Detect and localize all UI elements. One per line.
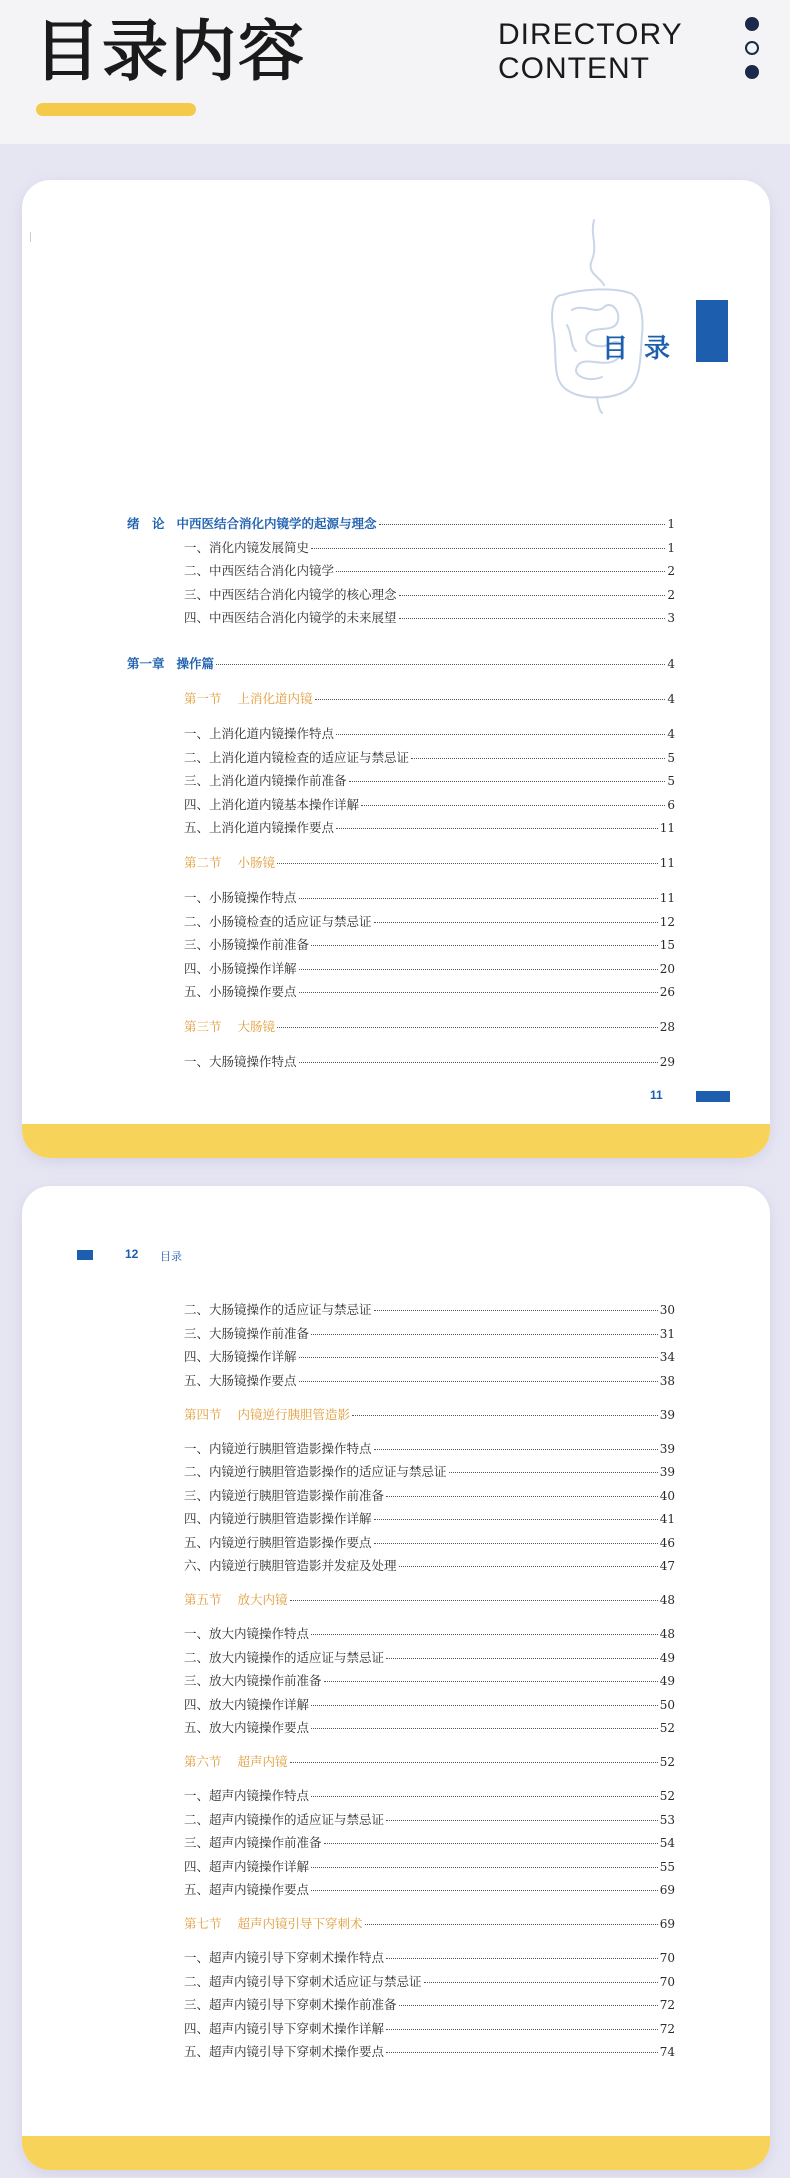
- leader-dots: [386, 1496, 658, 1497]
- leader-dots: [299, 1062, 658, 1063]
- leader-dots: [324, 1843, 658, 1844]
- toc-entry-page: 2: [667, 564, 675, 578]
- toc-entry-title: 三、放大内镜操作前准备: [184, 1673, 322, 1688]
- toc-entry-title: 五、超声内镜操作要点: [184, 1882, 310, 1897]
- toc-entry-title: 大肠镜: [237, 1019, 276, 1034]
- toc-item-row: [184, 959, 675, 977]
- toc-item-row: [184, 2019, 675, 2037]
- toc-entry-title: 四、上消化道内镜基本操作详解: [184, 796, 360, 812]
- toc-entry-page: 1: [667, 540, 675, 555]
- toc-item-row: [184, 1624, 675, 1642]
- leader-dots: [299, 898, 658, 899]
- toc-entry-page: 15: [659, 938, 675, 952]
- toc-entry-title: 一、消化内镜发展简史: [184, 539, 310, 555]
- toc-entry-page: 11: [659, 891, 675, 905]
- toc-entry-label: [184, 853, 275, 871]
- toc-entry-page: 53: [659, 1812, 675, 1827]
- toc-entry-label: [184, 689, 313, 707]
- toc-entry-number: 第三节: [184, 1019, 222, 1034]
- toc-entry-label: [184, 608, 397, 626]
- toc-entry-title: 放大内镜: [237, 1592, 288, 1607]
- toc-item-row: [184, 1533, 675, 1551]
- toc-entry-page: 11: [659, 856, 675, 870]
- leader-dots: [311, 1705, 658, 1706]
- toc-entry-page: 49: [659, 1650, 675, 1665]
- toc-section-row: [184, 689, 675, 707]
- toc-entry-label: [127, 514, 377, 532]
- toc-entry-page: 5: [667, 774, 675, 788]
- leader-dots: [399, 595, 666, 596]
- toc-entry-page: 52: [659, 1789, 675, 1803]
- toc-entry-title: 五、上消化道内镜操作要点: [184, 820, 335, 835]
- dot-filled-icon: [745, 65, 759, 79]
- toc-section-row: [184, 1914, 675, 1932]
- toc-entry-page: 26: [659, 985, 675, 999]
- toc-entry-page: 12: [659, 914, 675, 929]
- toc-section-row: [184, 853, 675, 871]
- toc-entry-title: 五、大肠镜操作要点: [184, 1372, 297, 1388]
- toc-entry-title: 一、内镜逆行胰胆管造影操作特点: [184, 1440, 372, 1456]
- toc-entry-title: 三、内镜逆行胰胆管造影操作前准备: [184, 1487, 385, 1503]
- toc-entry-number: 第一章: [127, 656, 165, 671]
- toc-entry-page: 74: [659, 2045, 675, 2059]
- toc-section-row: [184, 1017, 675, 1035]
- leader-dots: [352, 1415, 658, 1416]
- toc-entry-page: 54: [659, 1836, 675, 1850]
- page-number: 12: [125, 1247, 139, 1261]
- toc-entry-page: 31: [659, 1326, 675, 1341]
- toc-item-row: [184, 982, 675, 1000]
- toc-entry-title: 操作篇: [176, 656, 215, 671]
- running-head-bar: [77, 1250, 93, 1260]
- toc-item-row: [184, 748, 675, 766]
- leader-dots: [374, 922, 658, 923]
- toc-entry-page: 38: [659, 1373, 675, 1388]
- toc-entry-page: 48: [659, 1627, 675, 1641]
- dot-filled-icon: [745, 17, 759, 31]
- toc-entry-page: 39: [659, 1465, 675, 1479]
- leader-dots: [449, 1472, 658, 1473]
- toc-entry-label: [184, 935, 309, 953]
- page-number: 11: [650, 1088, 663, 1102]
- toc-entry-title: 五、内镜逆行胰胆管造影操作要点: [184, 1534, 372, 1550]
- toc-entry-page: 52: [659, 1721, 675, 1735]
- toc-item-row: [184, 1833, 675, 1851]
- leader-dots: [290, 1762, 658, 1763]
- leader-dots: [386, 2029, 658, 2030]
- toc-entry-label: [184, 1948, 384, 1966]
- toc-item-row: [184, 795, 675, 813]
- toc-entry-label: [184, 1995, 397, 2013]
- toc-entry-page: 11: [659, 821, 675, 835]
- toc-entry-title: 一、大肠镜操作特点: [184, 1054, 297, 1069]
- decorative-dots: [745, 17, 761, 89]
- leader-dots: [336, 828, 658, 829]
- leader-dots: [299, 992, 658, 993]
- leader-dots: [290, 1600, 658, 1601]
- toc-entry-title: 二、放大内镜操作的适应证与禁忌证: [184, 1649, 385, 1665]
- toc-entry-label: [184, 1300, 372, 1318]
- toc-entry-label: [184, 1786, 309, 1804]
- toc-entry-title: 超声内镜: [237, 1754, 288, 1769]
- toc-entry-label: [184, 1052, 297, 1070]
- leader-dots: [379, 524, 666, 525]
- toc-entry-title: 四、超声内镜操作详解: [184, 1858, 310, 1874]
- leader-dots: [399, 1566, 658, 1567]
- leader-dots: [374, 1519, 658, 1520]
- toc-entry-title: 二、内镜逆行胰胆管造影操作的适应证与禁忌证: [184, 1464, 447, 1479]
- running-head-label: 目录: [160, 1250, 182, 1263]
- toc-entry-label: [184, 1017, 275, 1035]
- toc-entry-label: [184, 2019, 384, 2037]
- toc-page-1: [22, 180, 770, 1158]
- toc-entry-page: 55: [659, 1859, 675, 1874]
- toc-entry-label: [184, 1718, 309, 1736]
- toc-entry-label: [184, 959, 297, 977]
- leader-dots: [216, 664, 665, 665]
- leader-dots: [374, 1543, 658, 1544]
- toc-entry-number: 第一节: [184, 691, 222, 706]
- toc-entry-label: [184, 538, 309, 556]
- leader-dots: [299, 1381, 658, 1382]
- toc-entry-page: 4: [667, 727, 675, 741]
- toc-item-row: [184, 561, 675, 579]
- toc-entry-title: 一、超声内镜操作特点: [184, 1788, 310, 1803]
- toc-entry-label: [184, 1533, 372, 1551]
- toc-entry-label: [184, 771, 347, 789]
- leader-dots: [424, 1982, 658, 1983]
- header-title: 目录内容: [34, 13, 306, 90]
- toc-entry-page: 46: [659, 1535, 675, 1550]
- toc-item-row: [184, 585, 675, 603]
- toc-entry-page: 2: [667, 587, 675, 602]
- toc-section-row: [184, 1405, 675, 1423]
- toc-entry-title: 三、小肠镜操作前准备: [184, 937, 310, 952]
- toc-entry-label: [184, 1671, 322, 1689]
- toc-entry-title: 六、内镜逆行胰胆管造影并发症及处理: [184, 1558, 397, 1573]
- toc-entry-number: 第七节: [184, 1916, 222, 1931]
- toc-entry-page: 39: [659, 1441, 675, 1456]
- leader-dots: [277, 1027, 658, 1028]
- leader-dots: [386, 1958, 658, 1959]
- toc-entry-label: [184, 1648, 384, 1666]
- toc-item-row: [184, 1371, 675, 1389]
- toc-entry-label: [184, 1371, 297, 1389]
- toc-item-row: [184, 1995, 675, 2013]
- toc-entry-label: [184, 1439, 372, 1457]
- toc-entry-title: 三、超声内镜引导下穿刺术操作前准备: [184, 1997, 397, 2012]
- toc-item-row: [184, 1857, 675, 1875]
- leader-dots: [386, 1658, 658, 1659]
- leader-dots: [311, 1890, 658, 1891]
- toc-item-row: [184, 1786, 675, 1804]
- toc-entry-label: [184, 561, 334, 579]
- toc-entry-label: [184, 1556, 397, 1574]
- toc-item-row: [184, 1439, 675, 1457]
- toc-entry-label: [184, 1324, 309, 1342]
- toc-entry-label: [184, 1880, 309, 1898]
- toc-entry-label: [184, 1752, 288, 1770]
- toc-entry-label: [184, 1405, 350, 1423]
- toc-entry-title: 三、大肠镜操作前准备: [184, 1325, 310, 1341]
- toc-entry-page: 28: [659, 1020, 675, 1034]
- toc-item-row: [184, 1880, 675, 1898]
- toc-entry-page: 30: [659, 1303, 675, 1317]
- page-mark: [30, 232, 31, 242]
- leader-dots: [386, 2052, 658, 2053]
- toc-entry-label: [184, 1624, 309, 1642]
- toc-entry-page: 72: [659, 1998, 675, 2012]
- toc-entry-label: [184, 1486, 384, 1504]
- toc-item-row: [184, 1556, 675, 1574]
- toc-entry-title: 四、放大内镜操作详解: [184, 1696, 310, 1712]
- toc-entry-label: [184, 748, 409, 766]
- toc-item-row: [184, 912, 675, 930]
- toc-entry-title: 四、超声内镜引导下穿刺术操作详解: [184, 2020, 385, 2036]
- toc-entry-label: [184, 1509, 372, 1527]
- leader-dots: [336, 734, 665, 735]
- toc-entry-label: [184, 912, 372, 930]
- toc-entry-page: 50: [659, 1697, 675, 1712]
- toc-entry-title: 小肠镜: [237, 855, 276, 870]
- toc-entry-page: 39: [659, 1407, 675, 1422]
- toc-item-row: [184, 1718, 675, 1736]
- toc-entry-label: [184, 818, 334, 836]
- toc-entry-page: 70: [659, 1974, 675, 1989]
- toc-entry-title: 三、超声内镜操作前准备: [184, 1835, 322, 1850]
- toc-entry-page: 4: [667, 657, 675, 671]
- leader-dots: [311, 945, 658, 946]
- toc-entry-page: 41: [659, 1512, 675, 1526]
- leader-dots: [399, 2005, 658, 2006]
- leader-dots: [299, 969, 658, 970]
- header-english-subtitle: [498, 18, 683, 86]
- toc-entry-title: 四、内镜逆行胰胆管造影操作详解: [184, 1511, 372, 1526]
- toc-entry-title: 二、中西医结合消化内镜学: [184, 563, 335, 578]
- toc-item-row: [184, 1300, 675, 1318]
- toc-entry-label: [184, 795, 359, 813]
- toc-entry-label: [184, 1462, 447, 1480]
- toc-entry-page: 34: [659, 1350, 675, 1364]
- toc-entry-label: [184, 724, 334, 742]
- leader-dots: [386, 1820, 658, 1821]
- leader-dots: [315, 699, 666, 700]
- toc-entry-title: 二、小肠镜检查的适应证与禁忌证: [184, 913, 372, 929]
- toc-entry-label: [184, 1914, 363, 1932]
- leader-dots: [324, 1681, 658, 1682]
- toc-entry-title: 上消化道内镜: [237, 691, 313, 706]
- toc-item-row: [184, 771, 675, 789]
- dot-hollow-icon: [745, 41, 759, 55]
- toc-entry-label: [184, 1857, 309, 1875]
- toc-entry-title: 二、超声内镜操作的适应证与禁忌证: [184, 1811, 385, 1827]
- toc-page-2: [22, 1186, 770, 2170]
- toc-entry-page: 4: [667, 692, 675, 706]
- intestine-illustration-icon: [542, 215, 652, 415]
- toc-entry-page: 5: [667, 750, 675, 765]
- toc-entry-label: [184, 2042, 384, 2060]
- toc-item-row: [184, 1324, 675, 1342]
- toc-entry-page: 29: [659, 1055, 675, 1069]
- toc-item-row: [184, 1347, 675, 1365]
- toc-entry-page: 52: [659, 1755, 675, 1769]
- toc-entry-page: 20: [659, 961, 675, 976]
- toc-entry-number: 第四节: [184, 1406, 222, 1422]
- toc-entry-title: 二、大肠镜操作的适应证与禁忌证: [184, 1302, 372, 1317]
- toc-item-row: [184, 1695, 675, 1713]
- toc-item-row: [184, 1648, 675, 1666]
- toc-item-row: [184, 1462, 675, 1480]
- toc-chapter-row: [127, 514, 675, 532]
- toc-item-row: [184, 1948, 675, 1966]
- toc-entry-page: 3: [667, 611, 675, 625]
- toc-entry-title: 五、放大内镜操作要点: [184, 1720, 310, 1735]
- toc-item-row: [184, 724, 675, 742]
- leader-dots: [311, 1634, 658, 1635]
- leader-dots: [411, 758, 665, 759]
- toc-entry-title: 四、中西医结合消化内镜学的未来展望: [184, 610, 397, 625]
- toc-chapter-row: [127, 654, 675, 672]
- toc-entry-label: [184, 888, 297, 906]
- leader-dots: [374, 1310, 658, 1311]
- leader-dots: [349, 781, 666, 782]
- leader-dots: [311, 1334, 658, 1335]
- leader-dots: [311, 548, 665, 549]
- toc-entry-page: 69: [659, 1883, 675, 1897]
- toc-entry-page: 48: [659, 1593, 675, 1607]
- toc-entry-title: 一、上消化道内镜操作特点: [184, 726, 335, 741]
- toc-entry-label: [184, 585, 397, 603]
- toc-title: 目录: [602, 334, 687, 364]
- toc-entry-label: [184, 1347, 297, 1365]
- leader-dots: [374, 1449, 658, 1450]
- toc-entry-title: 二、上消化道内镜检查的适应证与禁忌证: [184, 749, 410, 765]
- toc-item-row: [184, 818, 675, 836]
- page-header: [0, 0, 790, 144]
- toc-item-row: [184, 1972, 675, 1990]
- toc-entry-title: 一、超声内镜引导下穿刺术操作特点: [184, 1950, 385, 1965]
- toc-entry-number: 第二节: [184, 855, 222, 870]
- toc-entry-label: [184, 1833, 322, 1851]
- toc-entry-title: 二、超声内镜引导下穿刺术适应证与禁忌证: [184, 1973, 422, 1989]
- toc-entry-page: 70: [659, 1951, 675, 1965]
- header-title-underline: [36, 103, 196, 116]
- toc-item-row: [184, 888, 675, 906]
- toc-entry-title: 三、中西医结合消化内镜学的核心理念: [184, 586, 397, 602]
- toc-entry-title: 四、小肠镜操作详解: [184, 960, 297, 976]
- toc-section-row: [184, 1590, 675, 1608]
- toc-entry-number: 第五节: [184, 1592, 222, 1607]
- toc-entry-title: 一、小肠镜操作特点: [184, 890, 297, 905]
- toc-entry-page: 1: [667, 517, 675, 531]
- leader-dots: [365, 1924, 658, 1925]
- header-subtitle-line2: CONTENT: [498, 52, 650, 85]
- toc-entry-page: 47: [659, 1559, 675, 1573]
- leader-dots: [311, 1796, 658, 1797]
- leader-dots: [299, 1357, 658, 1358]
- toc-entry-title: 五、小肠镜操作要点: [184, 984, 297, 999]
- toc-entry-page: 6: [667, 797, 675, 812]
- toc-item-row: [184, 2042, 675, 2060]
- toc-item-row: [184, 1052, 675, 1070]
- leader-dots: [311, 1867, 658, 1868]
- toc-entry-title: 三、上消化道内镜操作前准备: [184, 773, 347, 788]
- toc-item-row: [184, 1509, 675, 1527]
- toc-entry-number: 第六节: [184, 1754, 222, 1769]
- toc-entry-label: [184, 1590, 288, 1608]
- toc-entry-page: 49: [659, 1674, 675, 1688]
- toc-entry-title: 超声内镜引导下穿刺术: [237, 1916, 363, 1931]
- toc-item-row: [184, 935, 675, 953]
- toc-item-row: [184, 1810, 675, 1828]
- toc-entry-label: [184, 982, 297, 1000]
- toc-entry-title: 五、超声内镜引导下穿刺术操作要点: [184, 2044, 385, 2059]
- toc-entry-label: [184, 1972, 422, 1990]
- toc-entry-label: [127, 654, 214, 672]
- page-bottom-band: [22, 2136, 770, 2170]
- toc-entry-page: 40: [659, 1488, 675, 1503]
- leader-dots: [311, 1728, 658, 1729]
- toc-entry-label: [184, 1810, 384, 1828]
- leader-dots: [399, 618, 666, 619]
- toc-item-row: [184, 538, 675, 556]
- toc-entry-page: 72: [659, 2021, 675, 2036]
- toc-entry-number: 绪 论: [127, 516, 165, 531]
- page-bottom-band: [22, 1124, 770, 1158]
- toc-entry-title: 四、大肠镜操作详解: [184, 1349, 297, 1364]
- header-subtitle-line1: DIRECTORY: [498, 18, 683, 51]
- toc-entry-title: 一、放大内镜操作特点: [184, 1626, 310, 1641]
- toc-entry-title: 中西医结合消化内镜学的起源与理念: [176, 516, 377, 531]
- leader-dots: [277, 863, 658, 864]
- blue-tab-marker: [696, 300, 728, 362]
- toc-entry-title: 内镜逆行胰胆管造影: [237, 1406, 351, 1422]
- toc-entry-page: 69: [659, 1917, 675, 1931]
- leader-dots: [336, 571, 665, 572]
- footer-bar: [696, 1091, 730, 1102]
- leader-dots: [361, 805, 665, 806]
- toc-item-row: [184, 1486, 675, 1504]
- toc-item-row: [184, 1671, 675, 1689]
- toc-entry-label: [184, 1695, 309, 1713]
- toc-section-row: [184, 1752, 675, 1770]
- toc-item-row: [184, 608, 675, 626]
